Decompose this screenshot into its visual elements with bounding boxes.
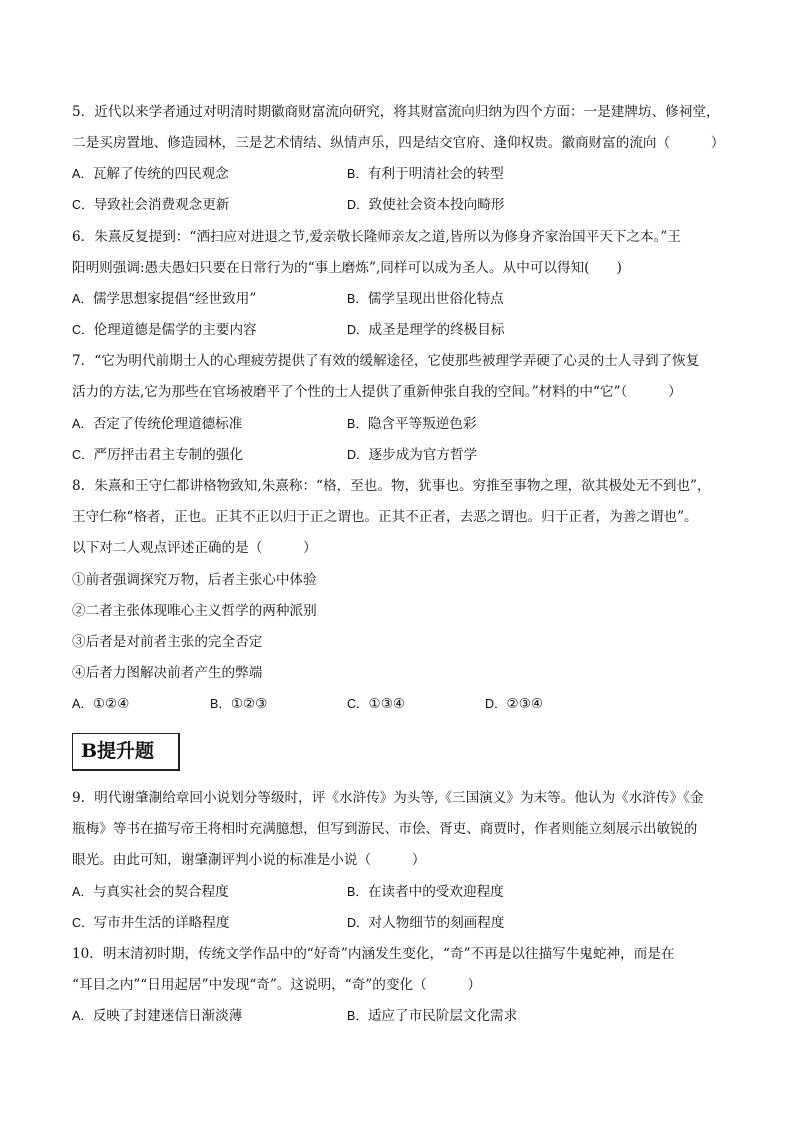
q7-option-b[interactable]: B．隐含平等叛逆色彩: [347, 416, 477, 432]
q7-option-c[interactable]: C．严厉抨击君主专制的强化: [72, 447, 244, 463]
q6-stem-line-1: 6．朱熹反复提到：“洒扫应对进退之节,爱亲敬长隆师亲友之道,皆所以为修身齐家治国平天下之本。”王: [72, 229, 681, 245]
q9-option-d[interactable]: D．对人物细节的刻画程度: [347, 915, 505, 931]
q5-option-d[interactable]: D．致使社会资本投向畸形: [347, 197, 505, 213]
q9-option-c[interactable]: C．写市井生活的详略程度: [72, 915, 230, 931]
q7-option-a[interactable]: A．否定了传统伦理道德标准: [72, 416, 243, 432]
q8-option-a[interactable]: A．①②④: [72, 696, 130, 712]
q8-statement-2: ②二者主张体现唯心主义哲学的两种派别: [72, 603, 317, 619]
q6-option-c[interactable]: C．伦理道德是儒学的主要内容: [72, 322, 257, 338]
q8-option-c[interactable]: C．①③④: [347, 696, 406, 712]
q8-statement-1: ①前者强调探究万物，后者主张心中体验: [72, 572, 317, 588]
q9-option-b[interactable]: B．在读者中的受欢迎程度: [347, 884, 504, 900]
q8-option-d[interactable]: D．②③④: [485, 696, 544, 712]
q8-stem-line-2: 王守仁称“格者，正也。正其不正以归于正之谓也。正其不正者，去恶之谓也。归于正者，为善之谓也”。: [72, 509, 698, 525]
q8-statement-3: ③后者是对前者主张的完全否定: [72, 634, 263, 650]
q10-option-b[interactable]: B．适应了市民阶层文化需求: [347, 1008, 518, 1024]
q8-stem-line-1: 8．朱熹和王守仁都讲格物致知,朱熹称：“格，至也。物，犹事也。穷推至事物之理，欲其极处无不到也”，: [72, 478, 711, 494]
q10-option-a[interactable]: A．反映了封建迷信日渐淡薄: [72, 1008, 243, 1024]
q5-option-c[interactable]: C．导致社会消费观念更新: [72, 197, 230, 213]
q9-stem-line-3: 眼光。由此可知，谢肇淛评判小说的标准是小说（ ）: [72, 852, 426, 868]
q6-stem-line-2: 阳明则强调:愚夫愚妇只要在日常行为的“事上磨炼”,同样可以成为圣人。从中可以得知( ): [72, 260, 622, 276]
section-heading-b: B提升题: [72, 733, 180, 771]
q9-stem-line-2: 瓶梅》等书在描写帝王将相时充满臆想，但写到游民、市侩、胥吏、商贾时，作者则能立刻展示出敏锐的: [72, 821, 698, 837]
q5-option-b[interactable]: B．有利于明清社会的转型: [347, 166, 504, 182]
q9-stem-line-1: 9．明代谢肇淛给章回小说划分等级时，评《水浒传》为头等,《三国演义》为末等。他认为《水浒传》《金: [72, 790, 704, 806]
q5-option-a[interactable]: A．瓦解了传统的四民观念: [72, 166, 229, 182]
q10-stem-line-2: “耳目之内”“日用起居”中发现“奇”。这说明，“奇”的变化（ ）: [72, 977, 482, 993]
q10-stem-line-1: 10．明末清初时期，传统文学作品中的“好奇”内涵发生变化，“奇”不再是以往描写牛鬼蛇神，而是在: [72, 946, 675, 962]
q6-option-b[interactable]: B．儒学呈现出世俗化特点: [347, 291, 504, 307]
q6-option-d[interactable]: D．成圣是理学的终极目标: [347, 322, 505, 338]
q8-statement-4: ④后者力图解决前者产生的弊端: [72, 665, 263, 681]
q7-option-d[interactable]: D．逐步成为官方哲学: [347, 447, 478, 463]
q9-option-a[interactable]: A．与真实社会的契合程度: [72, 884, 229, 900]
q7-stem-line-1: 7．“它为明代前期士人的心理疲劳提供了有效的缓解途径，它使那些被理学弄硬了心灵的士人寻到了恢复: [72, 353, 700, 369]
q8-stem-line-3: 以下对二人观点评述正确的是（ ）: [72, 540, 317, 556]
q6-option-a[interactable]: A．儒学思想家提倡“经世致用”: [72, 291, 257, 307]
q5-stem-line-1: 5．近代以来学者通过对明清时期徽商财富流向研究，将其财富流向归纳为四个方面：一是建牌坊、修祠堂，: [72, 104, 720, 120]
q5-stem-line-2: 二是买房置地、修造园林，三是艺术情结、纵情声乐，四是结交官府、逢仰权贵。徽商财富的流向（ ）: [72, 135, 725, 151]
q7-stem-line-2: 活力的方法,它为那些在官场被磨平了个性的士人提供了重新伸张自我的空间。”材料的中“它”（ ）: [72, 384, 682, 400]
q8-option-b[interactable]: B．①②③: [210, 696, 268, 712]
